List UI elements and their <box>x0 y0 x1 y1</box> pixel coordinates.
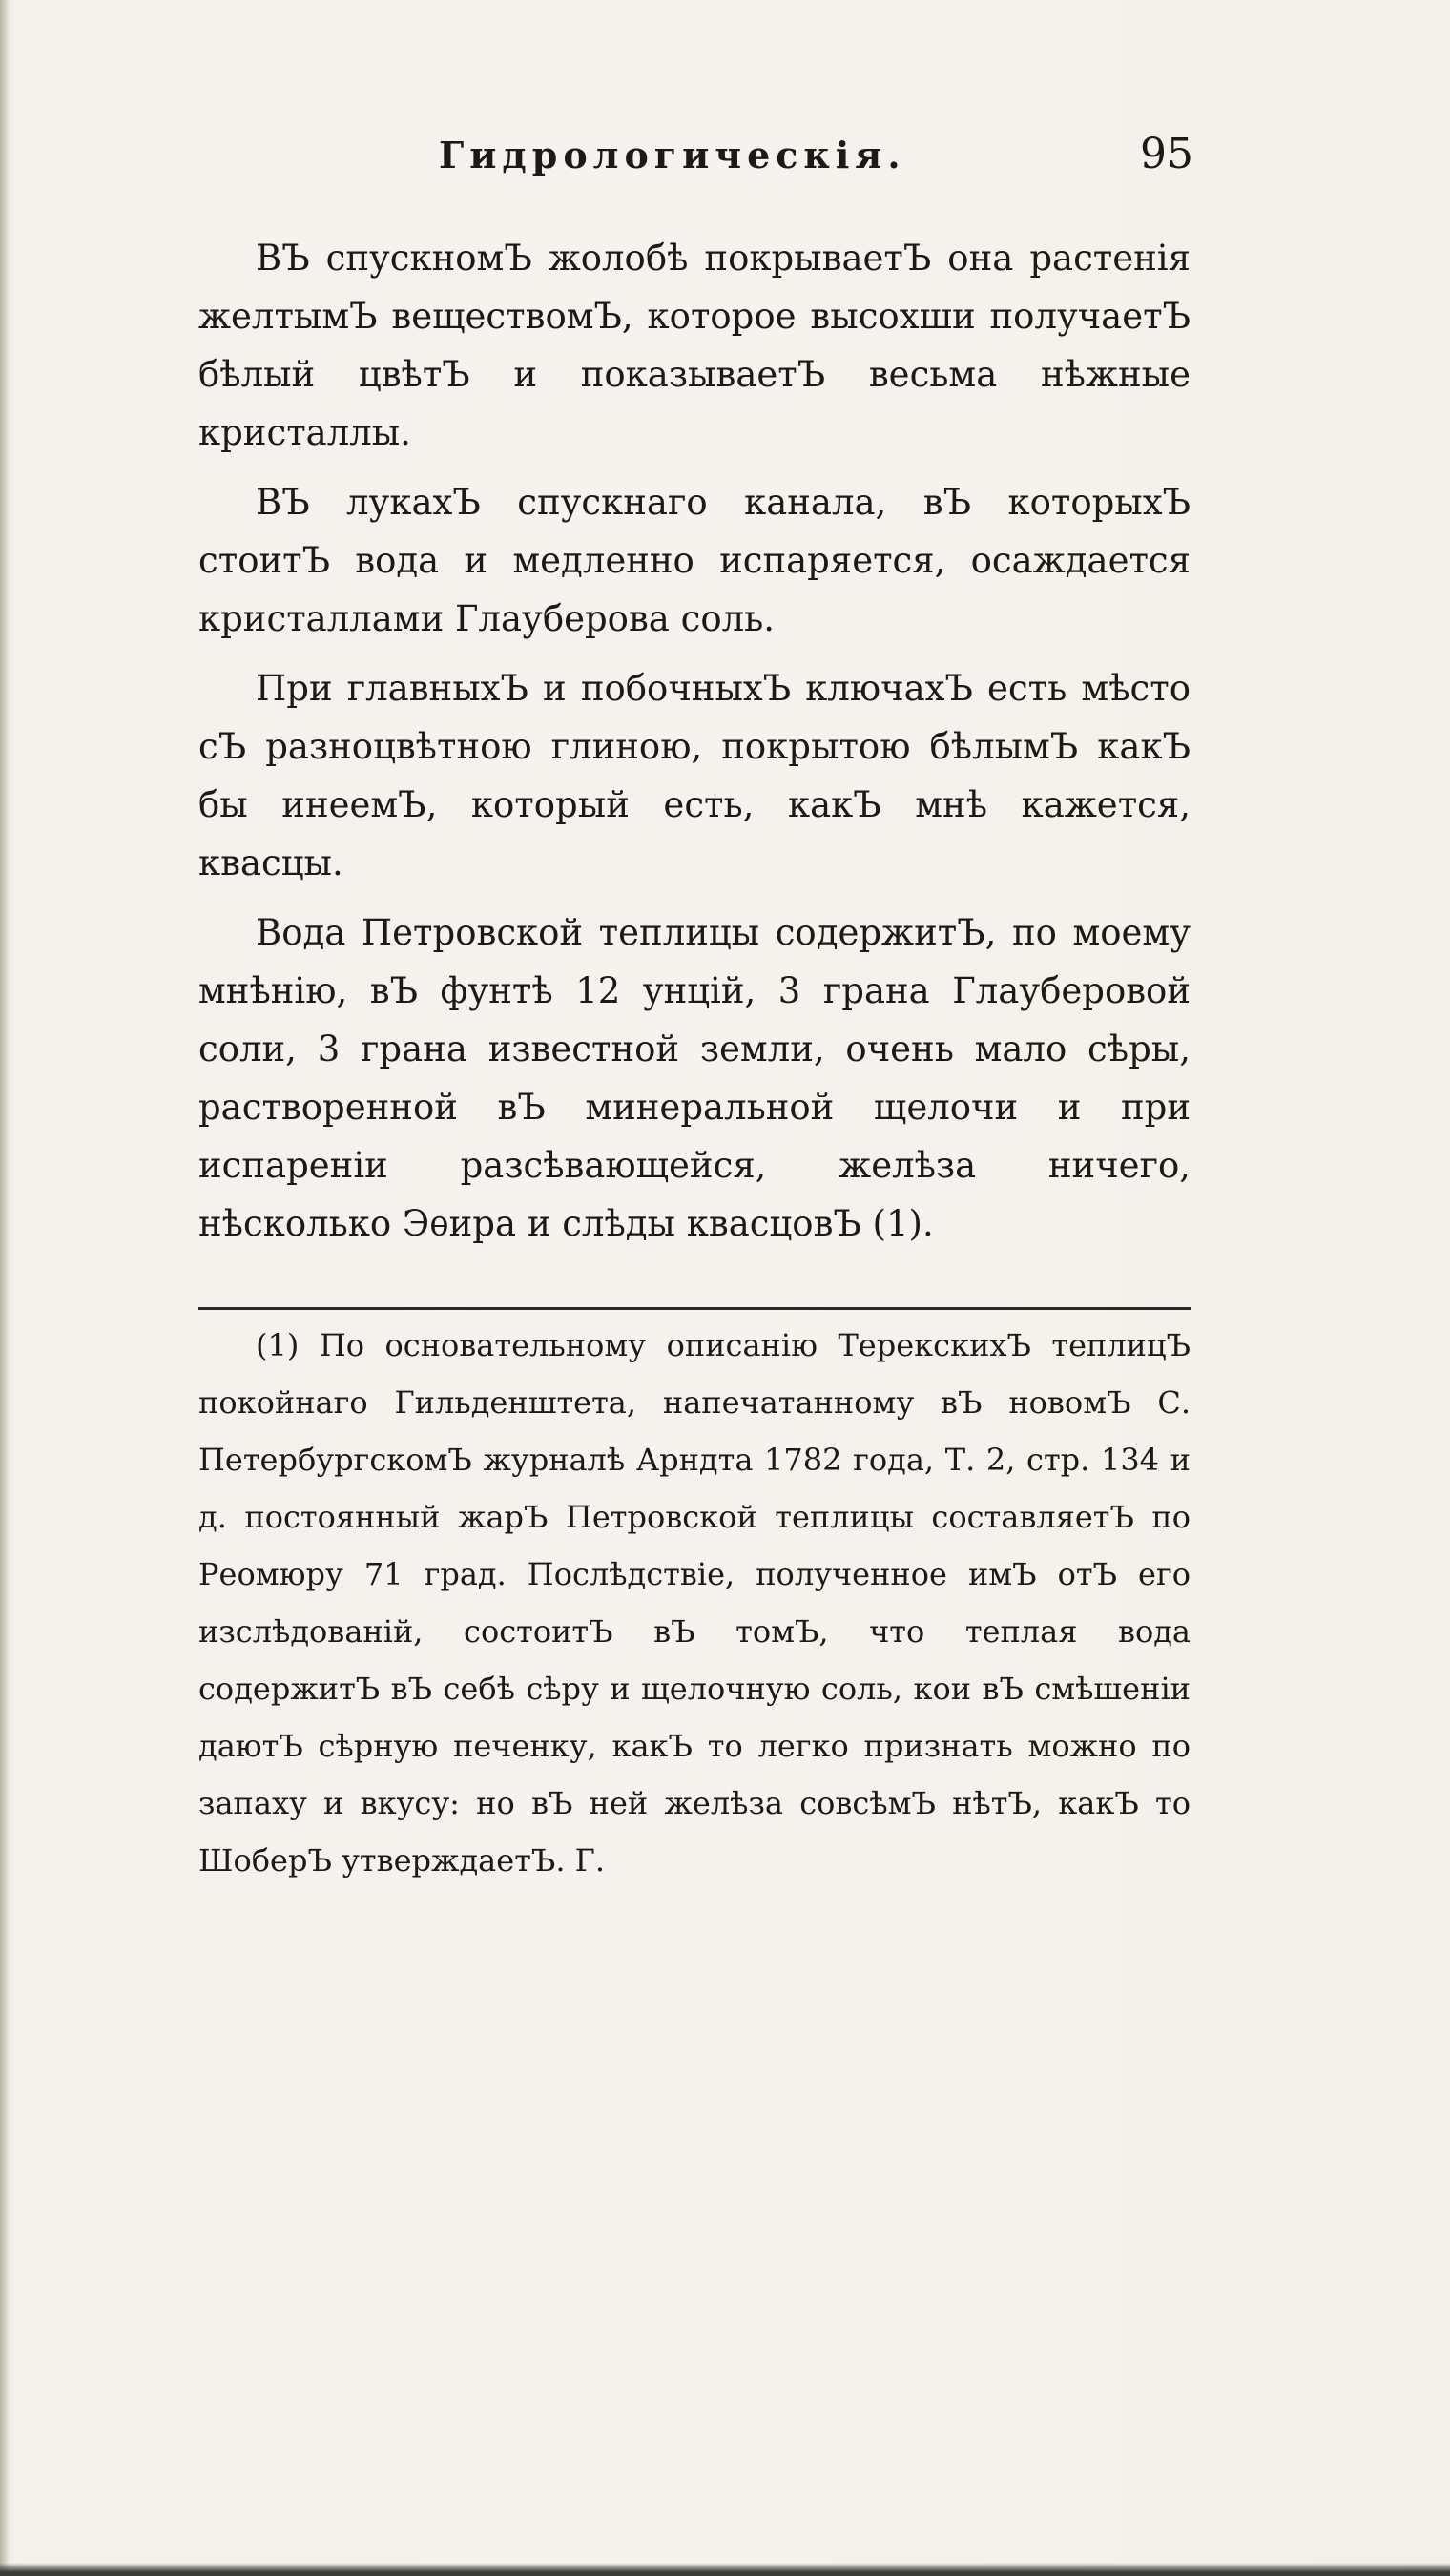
paragraph: Вода Петровской теплицы содержитЪ, по моему мнѣнiю, вЪ фунтѣ 12 унцiй, 3 грана Глауберовой соли, 3 грана известной земли, очень мало сѣры, растворенной вЪ минеральной щелочи и при испаренiи разсѣвающейся, желѣза ничего, нѣсколько Эѳира и слѣды квасцовЪ (1). <box>198 912 1191 1244</box>
paragraph: ВЪ спускномЪ жолобѣ покрываетЪ она растенiя желтымЪ веществомЪ, которое высохши получаетЪ бѣлый цвѣтЪ и показываетЪ весьма нѣжные кристаллы. <box>198 238 1191 453</box>
page-number: 95 <box>1140 130 1193 178</box>
running-title: Гидрологическiя. <box>439 134 906 177</box>
footnote <box>198 1317 1191 1889</box>
paragraph: ВЪ лукахЪ спускнаго канала, вЪ которыхЪ стоитЪ вода и медленно испаряется, осаждается кристаллами Глауберова соль. <box>198 482 1191 639</box>
spine-shadow <box>0 0 10 2576</box>
bottom-edge <box>0 2563 1450 2576</box>
footnote-text: (1) По основательному описанiю ТерекскихЪ теплицЪ покойнаго Гильденштета, напечатанному вЪ новомЪ С. ПетербургскомЪ журналѣ Арндта 1782 года, Т. 2, стр. 134 и д. постоянный жарЪ Петровской теплицы составляетЪ по Реомюру 71 град. Послѣдствiе, полученное имЪ отЪ его изслѣдованiй, состоитЪ вЪ томЪ, что теплая вода содержитЪ вЪ себѣ сѣру и щелочную соль, кои вЪ смѣшенiи даютЪ сѣрную печенку, какЪ то легко признать можно по запаху и вкусу: но вЪ ней желѣза совсѣмЪ нѣтЪ, какЪ то ШоберЪ утверждаетЪ. Г. <box>198 1327 1191 1879</box>
paragraph: При главныхЪ и побочныхЪ ключахЪ есть мѣсто сЪ разноцвѣтною глиною, покрытою бѣлымЪ какЪ бы инеемЪ, который есть, какЪ мнѣ кажется, квасцы. <box>198 668 1191 883</box>
body-text <box>198 229 1191 1264</box>
footnote-rule <box>198 1307 1191 1310</box>
